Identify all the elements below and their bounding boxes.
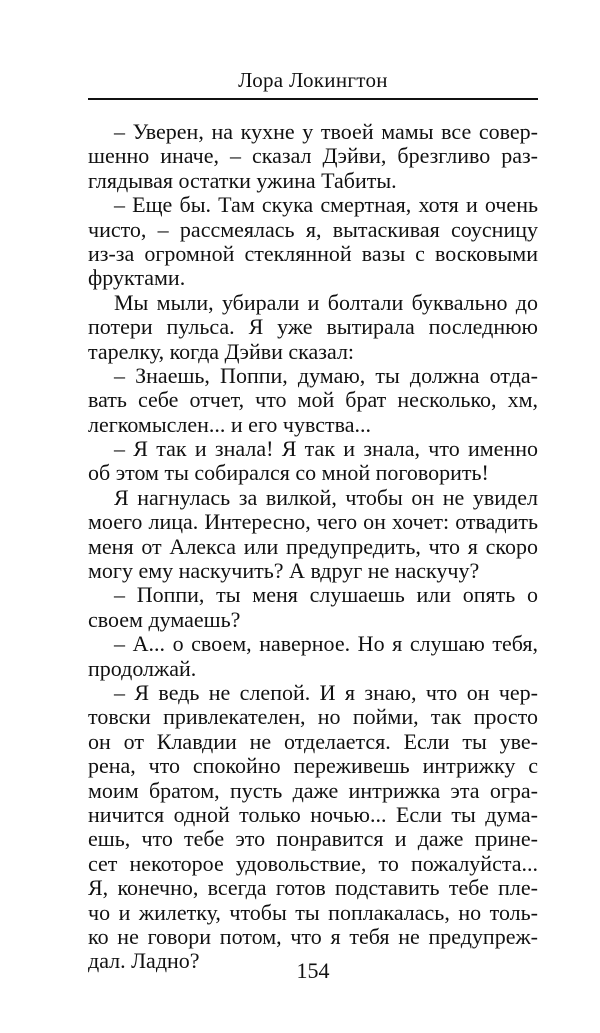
text-line: рена, что спокойно переживешь интрижку с <box>88 753 538 779</box>
text-line: – Поппи, ты меня слушаешь или опять о <box>114 582 538 608</box>
text-line: ко не говори потом, что я тебя не предупреж- <box>88 923 538 949</box>
text-line: – Еще бы. Там скука смертная, хотя и очень <box>114 192 538 218</box>
text-line: моим братом, пусть даже интрижка эта огра- <box>88 777 538 803</box>
text-line: ешь, что тебе это понравится и даже прине- <box>88 826 538 852</box>
text-line: Я нагнулась за вилкой, чтобы он не увидел <box>114 484 538 510</box>
text-line: Мы мыли, убирали и болтали буквально до <box>114 289 538 315</box>
text-line: он от Клавдии не отделается. Если ты уве- <box>88 728 538 754</box>
text-line: шенно иначе, – сказал Дэйви, брезгливо раз- <box>88 143 538 169</box>
text-line: – Я так и знала! Я так и знала, что именно <box>114 436 538 462</box>
text-line: моего лица. Интересно, чего он хочет: отвадить <box>88 509 538 535</box>
body-text <box>88 120 538 974</box>
text-line: дал. Ладно? <box>88 948 200 974</box>
text-line: своем думаешь? <box>88 606 241 632</box>
text-line: из-за огромной стеклянной вазы с восковыми <box>88 240 538 266</box>
text-line: ничится одной только ночью... Если ты дума- <box>88 801 538 827</box>
page-number: 154 <box>296 958 330 983</box>
text-line: товски привлекателен, но пойми, так просто <box>88 704 538 730</box>
text-line: фруктами. <box>88 265 186 291</box>
text-line: потери пульса. Я уже вытирала последнюю <box>88 314 538 340</box>
text-line: чисто, – рассмеялась я, вытаскивая соусницу <box>88 216 538 242</box>
text-line: Я, конечно, всегда готов подставить тебе пле- <box>88 875 538 901</box>
text-line: глядывая остатки ужина Табиты. <box>88 167 397 193</box>
text-line: об этом ты собирался со мной поговорить! <box>88 460 489 486</box>
running-head-title: Лора Локингтон <box>238 68 388 92</box>
text-line: чо и жилетку, чтобы ты поплакалась, но толь- <box>88 899 538 925</box>
header-rule <box>88 98 538 100</box>
text-line: – Я ведь не слепой. И я знаю, что он чер- <box>114 679 538 705</box>
text-line: легкомыслен... и его чувства... <box>88 411 371 437</box>
text-line: вать себе отчет, что мой брат несколько, хм, <box>88 387 538 413</box>
text-line: – Знаешь, Поппи, думаю, ты должна отда- <box>114 362 538 388</box>
text-line: – Уверен, на кухне у твоей мамы все совер- <box>114 119 538 144</box>
text-line: продолжай. <box>88 655 197 681</box>
text-line: сет некоторое удовольствие, то пожалуйста... <box>88 850 538 876</box>
text-line: тарелку, когда Дэйви сказал: <box>88 338 355 364</box>
text-line: меня от Алекса или предупредить, что я скоро <box>88 533 538 559</box>
text-line: – А... о своем, наверное. Но я слушаю тебя, <box>114 631 538 657</box>
text-line: могу ему наскучить? А вдруг не наскучу? <box>88 558 480 584</box>
